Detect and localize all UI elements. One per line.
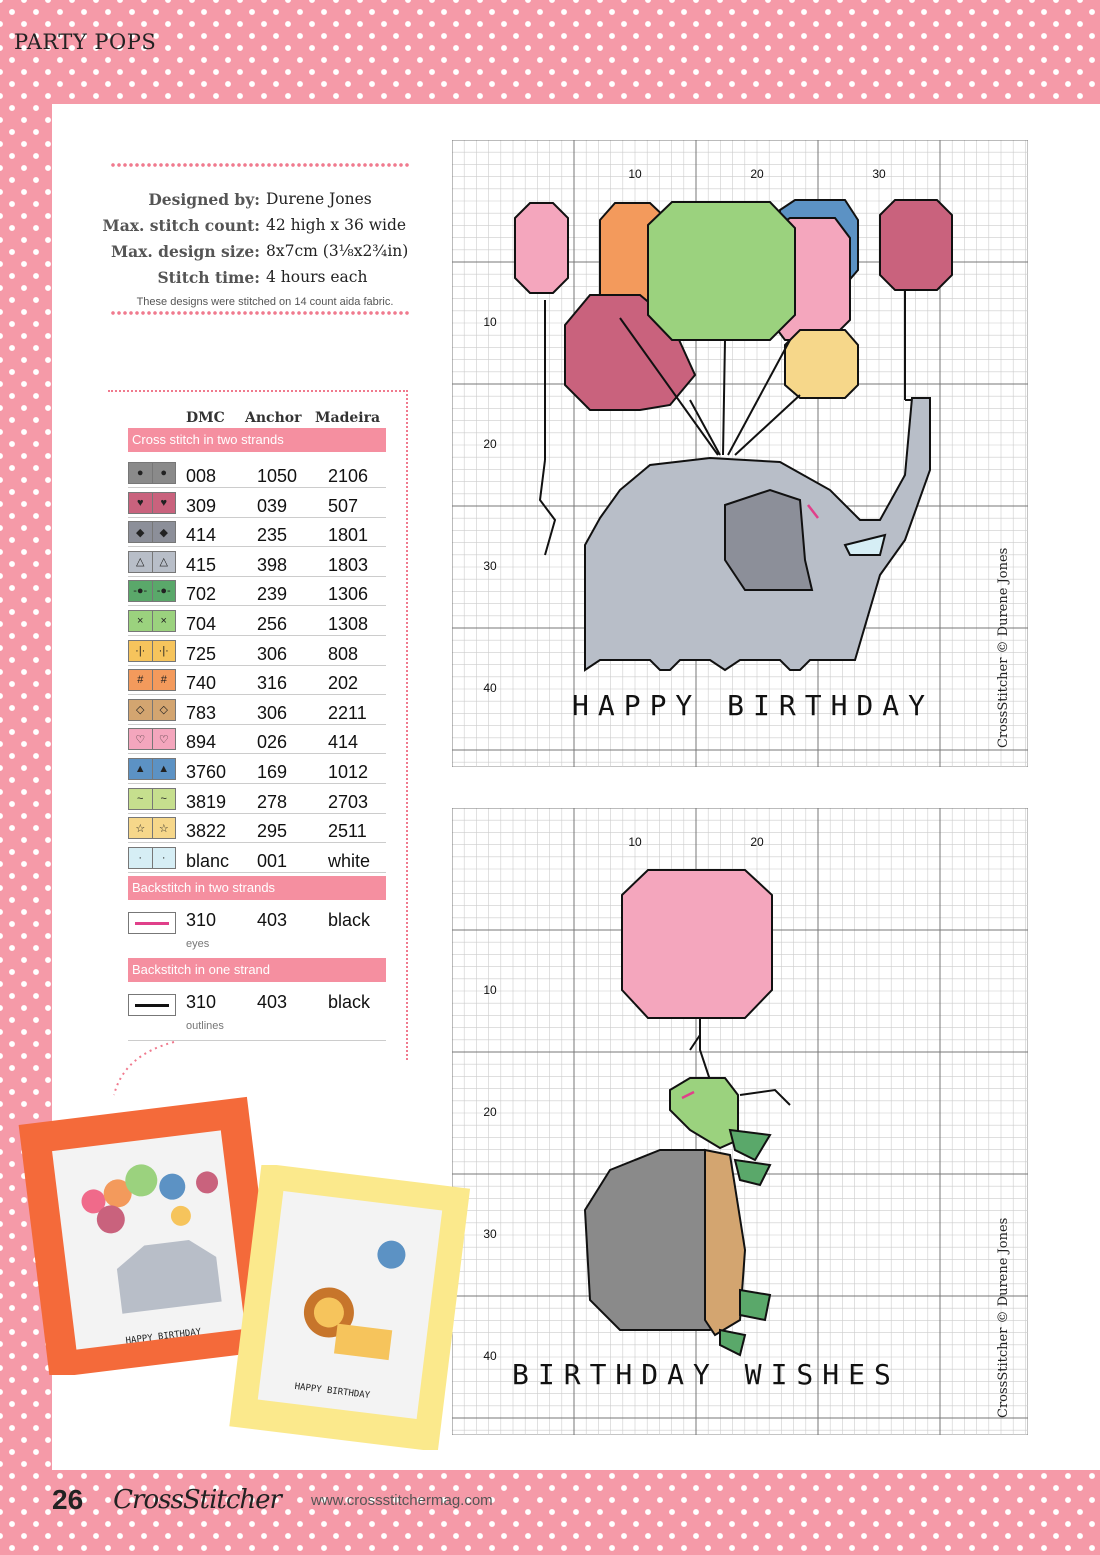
design-credits [100, 186, 420, 308]
key-row: ◆ ◆ 414 235 1801 [128, 517, 386, 547]
section-title: PARTY POPS [14, 30, 157, 54]
row-label: 30 [483, 559, 497, 573]
column-label: 10 [628, 167, 642, 181]
symbol-swatch: ● ● [128, 462, 176, 484]
column-label: 20 [750, 835, 764, 849]
bottom-divider [110, 310, 410, 316]
symbol-swatch: ·|· ·|· [128, 640, 176, 662]
fabric-note: These designs were stitched on 14 count aida fabric. [136, 296, 394, 308]
symbol-swatch: ☆ ☆ [128, 817, 176, 839]
symbol-swatch: · · [128, 847, 176, 869]
cross-stitch-band: Cross stitch in two strands [128, 428, 386, 452]
column-label: 10 [628, 835, 642, 849]
credit-row: Max. stitch count: 42 high x 36 wide [102, 215, 407, 235]
credit-row: Max. design size: 8x7cm (3⅛x2¾in) [110, 241, 409, 261]
backstitch-two-band: Backstitch in two strands [128, 876, 386, 900]
balloon-pink [622, 870, 772, 1018]
turtle-chart [452, 808, 1028, 1435]
key-row: △ △ 415 398 1803 [128, 547, 386, 577]
elephant-chart [452, 140, 1028, 767]
brand-logo: CrossStitcher [113, 1485, 281, 1515]
key-row: ~ ~ 3819 278 2703 [128, 784, 386, 814]
top-divider [110, 162, 410, 168]
key-row: ·|· ·|· 725 306 808 [128, 636, 386, 666]
column-label: 30 [872, 167, 886, 181]
elephant-ear [725, 490, 812, 590]
column-label: 20 [750, 167, 764, 181]
symbol-swatch: # # [128, 669, 176, 691]
black-line-swatch [128, 994, 176, 1016]
line-sample [135, 922, 169, 925]
key-row: ▲ ▲ 3760 169 1012 [128, 754, 386, 784]
key-row: · · blanc 001 white [128, 843, 386, 873]
site-url: www.crossstitchermag.com [310, 1491, 493, 1509]
key-row: ☆ ☆ 3822 295 2511 [128, 813, 386, 843]
row-label: 30 [483, 1227, 497, 1241]
page-footer [52, 1484, 493, 1516]
row-label: 20 [483, 437, 497, 451]
symbol-swatch: × × [128, 610, 176, 632]
key-row: -●- -●- 702 239 1306 [128, 576, 386, 606]
balloon-pink-left [515, 203, 568, 293]
balloon-yellow [785, 330, 858, 398]
key-row: ♥ ♥ 309 039 507 [128, 488, 386, 518]
balloon-rose-right [880, 200, 952, 290]
symbol-swatch: ▲ ▲ [128, 758, 176, 780]
card-text: HAPPY BIRTHDAY [294, 1381, 371, 1402]
key-row: ♡ ♡ 894 026 414 [128, 724, 386, 754]
header-dmc: DMC [186, 410, 225, 426]
symbol-swatch: ♡ ♡ [128, 728, 176, 750]
symbol-swatch: ~ ~ [128, 788, 176, 810]
credit-row: Stitch time: 4 hours each [157, 267, 368, 287]
chart-text: BIRTHDAY WISHES [512, 1358, 900, 1391]
key-row: ● ● 008 1050 2106 [128, 458, 386, 488]
key-row: × × 704 256 1308 [128, 606, 386, 636]
backstitch-one-row: 310 403 black outlines [128, 984, 386, 1041]
card-text: HAPPY BIRTHDAY [125, 1327, 202, 1347]
thread-key [108, 390, 408, 1060]
symbol-swatch: -●- -●- [128, 580, 176, 602]
key-row: ◇ ◇ 783 306 2211 [128, 695, 386, 725]
row-label: 40 [483, 681, 497, 695]
key-row: # # 740 316 202 [128, 665, 386, 695]
line-sample [135, 1004, 169, 1007]
pink-line-swatch [128, 912, 176, 934]
balloon-green [648, 202, 795, 340]
symbol-swatch: ◆ ◆ [128, 521, 176, 543]
header-anchor: Anchor [245, 410, 302, 426]
backstitch-one-band: Backstitch in one strand [128, 958, 386, 982]
symbol-swatch: ♥ ♥ [128, 492, 176, 514]
backstitch-two-row: 310 403 black eyes [128, 902, 386, 959]
page-number: 26 [52, 1484, 84, 1515]
row-label: 10 [483, 983, 497, 997]
row-label: 20 [483, 1105, 497, 1119]
symbol-swatch: △ △ [128, 551, 176, 573]
symbol-swatch: ◇ ◇ [128, 699, 176, 721]
chart-text: HAPPY BIRTHDAY [572, 689, 935, 722]
credit-row: Designed by: Durene Jones [148, 189, 372, 209]
row-label: 10 [483, 315, 497, 329]
chart-credit: CrossStitcher © Durene Jones [996, 1217, 1011, 1418]
row-label: 40 [483, 1349, 497, 1363]
dotted-curve [104, 1040, 184, 1100]
header-madeira: Madeira [315, 410, 381, 426]
chart-credit: CrossStitcher © Durene Jones [996, 547, 1011, 748]
lion-card-photo [225, 1165, 475, 1450]
